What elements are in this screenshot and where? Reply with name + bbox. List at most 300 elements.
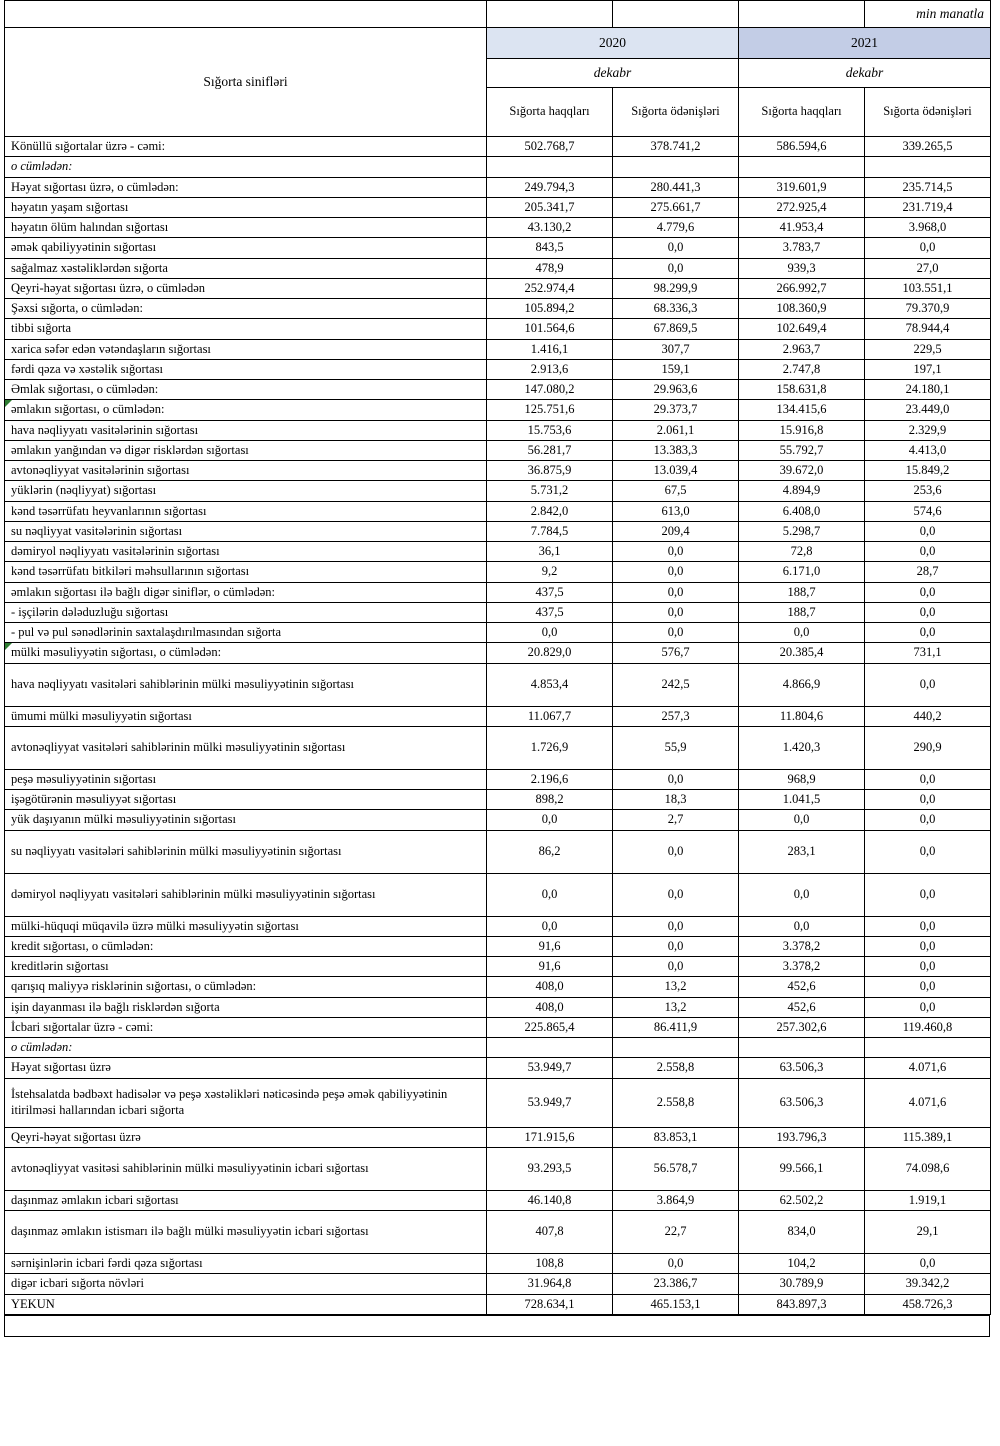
cell-payments-2020: 13.383,3 (613, 440, 739, 460)
cell-payments-2021: 119.460,8 (865, 1017, 991, 1037)
column-header-premiums-2021: Sığorta haqqları (739, 88, 865, 137)
cell-payments-2020: 613,0 (613, 501, 739, 521)
cell-premiums-2020: 2.842,0 (487, 501, 613, 521)
cell-payments-2021: 78.944,4 (865, 319, 991, 339)
cell-premiums-2021: 452,6 (739, 997, 865, 1017)
cell-payments-2021: 231.719,4 (865, 197, 991, 217)
cell-premiums-2021: 0,0 (739, 916, 865, 936)
row-label: hava nəqliyyatı vasitələri sahiblərinin mülki məsuliyyətinin sığortası (5, 663, 487, 706)
cell-payments-2020: 13,2 (613, 997, 739, 1017)
insurance-statistics-table (4, 0, 991, 1315)
bottom-spacer-cell (5, 1315, 990, 1336)
cell-payments-2020: 18,3 (613, 790, 739, 810)
cell-payments-2020: 2.061,1 (613, 420, 739, 440)
cell-payments-2020: 68.336,3 (613, 299, 739, 319)
cell-premiums-2021: 257.302,6 (739, 1017, 865, 1037)
cell-payments-2020: 307,7 (613, 339, 739, 359)
cell-premiums-2021: 968,9 (739, 769, 865, 789)
cell-premiums-2020: 478,9 (487, 258, 613, 278)
cell-premiums-2020: 0,0 (487, 623, 613, 643)
row-label: yüklərin (nəqliyyat) sığortası (5, 481, 487, 501)
row-label: həyatın ölüm halından sığortası (5, 218, 487, 238)
table-row (5, 790, 991, 810)
cell-payments-2021: 0,0 (865, 936, 991, 956)
cell-payments-2021: 0,0 (865, 521, 991, 541)
cell-premiums-2020: 0,0 (487, 873, 613, 916)
cell-payments-2020: 576,7 (613, 643, 739, 663)
table-row (5, 501, 991, 521)
cell-premiums-2021: 63.506,3 (739, 1058, 865, 1078)
row-label: İstehsalatda bədbəxt hadisələr və peşə xəstəlikləri nəticəsində peşə əmək qabiliyyətinin itirilməsi hallarından icbari sığorta (5, 1078, 487, 1127)
column-header-payments-2021: Sığorta ödənişləri (865, 88, 991, 137)
cell-payments-2020: 0,0 (613, 562, 739, 582)
row-label: tibbi sığorta (5, 319, 487, 339)
row-label: ümumi mülki məsuliyyətin sığortası (5, 706, 487, 726)
row-label: dəmiryol nəqliyyatı vasitələri sahiblərinin mülki məsuliyyətinin sığortası (5, 873, 487, 916)
cell-premiums-2020: 252.974,4 (487, 278, 613, 298)
table-row (5, 177, 991, 197)
table-row (5, 582, 991, 602)
table-bottom-spacer (4, 1315, 990, 1337)
row-label: dəmiryol nəqliyyatı vasitələrinin sığortası (5, 542, 487, 562)
year-header-row (5, 28, 991, 59)
row-label: o cümlədən: (5, 157, 487, 177)
cell-payments-2020: 242,5 (613, 663, 739, 706)
cell-premiums-2021: 939,3 (739, 258, 865, 278)
table-row (5, 643, 991, 663)
cell-payments-2020: 0,0 (613, 957, 739, 977)
cell-premiums-2020: 31.964,8 (487, 1274, 613, 1294)
cell-premiums-2021: 586.594,6 (739, 137, 865, 157)
cell-premiums-2020 (487, 157, 613, 177)
cell-premiums-2020: 56.281,7 (487, 440, 613, 460)
cell-payments-2021 (865, 1038, 991, 1058)
cell-payments-2021: 458.726,3 (865, 1294, 991, 1314)
cell-premiums-2020: 0,0 (487, 810, 613, 830)
cell-premiums-2020: 7.784,5 (487, 521, 613, 541)
table-row (5, 1147, 991, 1190)
cell-premiums-2020: 5.731,2 (487, 481, 613, 501)
cell-payments-2020: 29.373,7 (613, 400, 739, 420)
table-row (5, 137, 991, 157)
cell-premiums-2020: 502.768,7 (487, 137, 613, 157)
cell-payments-2020: 0,0 (613, 623, 739, 643)
cell-premiums-2021: 452,6 (739, 977, 865, 997)
cell-premiums-2020: 1.416,1 (487, 339, 613, 359)
cell-premiums-2021: 0,0 (739, 623, 865, 643)
cell-premiums-2020: 91,6 (487, 936, 613, 956)
cell-payments-2021: 0,0 (865, 602, 991, 622)
table-row (5, 1211, 991, 1254)
cell-premiums-2021: 3.783,7 (739, 238, 865, 258)
cell-premiums-2021: 0,0 (739, 810, 865, 830)
cell-premiums-2021: 11.804,6 (739, 706, 865, 726)
unit-row (5, 1, 991, 28)
row-label: peşə məsuliyyətinin sığortası (5, 769, 487, 789)
cell-premiums-2020: 53.949,7 (487, 1078, 613, 1127)
cell-premiums-2020: 20.829,0 (487, 643, 613, 663)
unit-row-gap-1 (487, 1, 613, 28)
table-row (5, 602, 991, 622)
cell-premiums-2020: 4.853,4 (487, 663, 613, 706)
cell-premiums-2020: 36,1 (487, 542, 613, 562)
row-label: əmək qabiliyyətinin sığortası (5, 238, 487, 258)
cell-payments-2020: 56.578,7 (613, 1147, 739, 1190)
table-row (5, 810, 991, 830)
table-row (5, 461, 991, 481)
row-label: avtonəqliyyat vasitəsi sahiblərinin mülki məsuliyyətinin icbari sığortası (5, 1147, 487, 1190)
table-row (5, 562, 991, 582)
cell-payments-2021: 290,9 (865, 726, 991, 769)
row-label: - işçilərin dələduzluğu sığortası (5, 602, 487, 622)
cell-payments-2020: 378.741,2 (613, 137, 739, 157)
cell-payments-2020: 209,4 (613, 521, 739, 541)
cell-premiums-2020: 86,2 (487, 830, 613, 873)
cell-payments-2020: 4.779,6 (613, 218, 739, 238)
table-row (5, 400, 991, 420)
cell-premiums-2021: 158.631,8 (739, 380, 865, 400)
cell-payments-2021: 0,0 (865, 997, 991, 1017)
cell-payments-2021: 23.449,0 (865, 400, 991, 420)
cell-premiums-2020: 105.894,2 (487, 299, 613, 319)
cell-premiums-2021: 63.506,3 (739, 1078, 865, 1127)
cell-payments-2020: 22,7 (613, 1211, 739, 1254)
table-row (5, 481, 991, 501)
cell-premiums-2020: 0,0 (487, 916, 613, 936)
cell-payments-2021: 0,0 (865, 769, 991, 789)
cell-payments-2020: 0,0 (613, 542, 739, 562)
cell-premiums-2021: 62.502,2 (739, 1190, 865, 1210)
table-row (5, 380, 991, 400)
table-row (5, 521, 991, 541)
cell-premiums-2021: 4.894,9 (739, 481, 865, 501)
cell-premiums-2020: 225.865,4 (487, 1017, 613, 1037)
cell-payments-2021: 4.071,6 (865, 1078, 991, 1127)
row-label: işəgötürənin məsuliyyət sığortası (5, 790, 487, 810)
cell-payments-2020: 13.039,4 (613, 461, 739, 481)
row-label: fərdi qəza və xəstəlik sığortası (5, 359, 487, 379)
cell-premiums-2020: 53.949,7 (487, 1058, 613, 1078)
table-row (5, 726, 991, 769)
cell-premiums-2021: 1.041,5 (739, 790, 865, 810)
column-header-premiums-2020: Sığorta haqqları (487, 88, 613, 137)
row-label: mülki-hüquqi müqavilə üzrə mülki məsuliyyətin sığortası (5, 916, 487, 936)
cell-payments-2021: 4.413,0 (865, 440, 991, 460)
unit-row-spacer (5, 1, 487, 28)
cell-payments-2021: 2.329,9 (865, 420, 991, 440)
cell-premiums-2021: 283,1 (739, 830, 865, 873)
cell-payments-2021: 0,0 (865, 957, 991, 977)
cell-premiums-2021: 6.408,0 (739, 501, 865, 521)
cell-payments-2021: 0,0 (865, 790, 991, 810)
cell-premiums-2020: 108,8 (487, 1254, 613, 1274)
row-label: əmlakın yanğından və digər risklərdən sığortası (5, 440, 487, 460)
cell-payments-2020: 0,0 (613, 936, 739, 956)
table-row (5, 1078, 991, 1127)
cell-premiums-2021: 0,0 (739, 873, 865, 916)
cell-payments-2021: 731,1 (865, 643, 991, 663)
table-row (5, 977, 991, 997)
cell-payments-2020: 13,2 (613, 977, 739, 997)
cell-payments-2020: 55,9 (613, 726, 739, 769)
cell-payments-2020: 2.558,8 (613, 1078, 739, 1127)
table-row (5, 706, 991, 726)
cell-premiums-2021: 30.789,9 (739, 1274, 865, 1294)
cell-payments-2020: 0,0 (613, 238, 739, 258)
row-label: o cümlədən: (5, 1038, 487, 1058)
cell-payments-2020: 98.299,9 (613, 278, 739, 298)
row-label: Qeyri-həyat sığortası üzrə (5, 1127, 487, 1147)
row-label: işin dayanması ilə bağlı risklərdən sığorta (5, 997, 487, 1017)
table-header (5, 1, 991, 137)
cell-payments-2021: 339.265,5 (865, 137, 991, 157)
row-label: həyatın yaşam sığortası (5, 197, 487, 217)
cell-premiums-2021: 843.897,3 (739, 1294, 865, 1314)
cell-payments-2020: 67,5 (613, 481, 739, 501)
table-row (5, 830, 991, 873)
table-row (5, 278, 991, 298)
cell-premiums-2020: 11.067,7 (487, 706, 613, 726)
cell-premiums-2020: 205.341,7 (487, 197, 613, 217)
cell-premiums-2021: 2.963,7 (739, 339, 865, 359)
cell-payments-2021: 0,0 (865, 623, 991, 643)
cell-payments-2021: 115.389,1 (865, 1127, 991, 1147)
row-label: daşınmaz əmlakın istismarı ilə bağlı mülki məsuliyyətin icbari sığortası (5, 1211, 487, 1254)
cell-payments-2021: 0,0 (865, 977, 991, 997)
cell-payments-2021: 103.551,1 (865, 278, 991, 298)
cell-payments-2020: 83.853,1 (613, 1127, 739, 1147)
cell-payments-2021: 79.370,9 (865, 299, 991, 319)
cell-payments-2021: 39.342,2 (865, 1274, 991, 1294)
cell-premiums-2020: 843,5 (487, 238, 613, 258)
table-row (5, 218, 991, 238)
cell-premiums-2020: 1.726,9 (487, 726, 613, 769)
cell-premiums-2021: 266.992,7 (739, 278, 865, 298)
cell-premiums-2021: 72,8 (739, 542, 865, 562)
row-label: mülki məsuliyyətin sığortası, o cümlədən: (5, 643, 487, 663)
row-label: YEKUN (5, 1294, 487, 1314)
row-label: sərnişinlərin icbari fərdi qəza sığortası (5, 1254, 487, 1274)
cell-payments-2021: 235.714,5 (865, 177, 991, 197)
cell-premiums-2021: 272.925,4 (739, 197, 865, 217)
table-row (5, 916, 991, 936)
cell-premiums-2021: 319.601,9 (739, 177, 865, 197)
cell-payments-2021: 24.180,1 (865, 380, 991, 400)
cell-payments-2020: 2,7 (613, 810, 739, 830)
table-row (5, 769, 991, 789)
cell-payments-2020: 159,1 (613, 359, 739, 379)
cell-premiums-2020: 93.293,5 (487, 1147, 613, 1190)
cell-payments-2020: 0,0 (613, 582, 739, 602)
cell-premiums-2020: 46.140,8 (487, 1190, 613, 1210)
cell-premiums-2020: 408,0 (487, 977, 613, 997)
cell-premiums-2021: 99.566,1 (739, 1147, 865, 1190)
cell-premiums-2021: 108.360,9 (739, 299, 865, 319)
cell-premiums-2021: 15.916,8 (739, 420, 865, 440)
row-label: su nəqliyyat vasitələrinin sığortası (5, 521, 487, 541)
cell-premiums-2021: 104,2 (739, 1254, 865, 1274)
table-row (5, 1254, 991, 1274)
cell-premiums-2020: 407,8 (487, 1211, 613, 1254)
cell-payments-2021: 229,5 (865, 339, 991, 359)
cell-payments-2021: 0,0 (865, 916, 991, 936)
row-label: kredit sığortası, o cümlədən: (5, 936, 487, 956)
cell-payments-2020: 0,0 (613, 873, 739, 916)
table-row (5, 623, 991, 643)
month-2021-header: dekabr (739, 59, 991, 88)
table-row (5, 1294, 991, 1314)
cell-payments-2020: 0,0 (613, 258, 739, 278)
row-label: əmlakın sığortası ilə bağlı digər siniflər, o cümlədən: (5, 582, 487, 602)
cell-premiums-2021: 2.747,8 (739, 359, 865, 379)
table-row (5, 997, 991, 1017)
table-row (5, 258, 991, 278)
cell-premiums-2020: 101.564,6 (487, 319, 613, 339)
row-label: kənd təsərrüfatı bitkiləri məhsullarının sığortası (5, 562, 487, 582)
cell-premiums-2020: 408,0 (487, 997, 613, 1017)
table-row (5, 1274, 991, 1294)
cell-payments-2020: 0,0 (613, 830, 739, 873)
cell-premiums-2021: 6.171,0 (739, 562, 865, 582)
cell-payments-2021: 0,0 (865, 238, 991, 258)
row-label: digər icbari sığorta növləri (5, 1274, 487, 1294)
year-2020-header: 2020 (487, 28, 739, 59)
cell-payments-2020: 275.661,7 (613, 197, 739, 217)
cell-premiums-2020: 898,2 (487, 790, 613, 810)
cell-payments-2021: 28,7 (865, 562, 991, 582)
row-label: Qeyri-həyat sığortası üzrə, o cümlədən (5, 278, 487, 298)
table-row (5, 339, 991, 359)
cell-payments-2020: 465.153,1 (613, 1294, 739, 1314)
row-label: daşınmaz əmlakın icbari sığortası (5, 1190, 487, 1210)
unit-label: min manatla (865, 1, 991, 28)
table-row (5, 440, 991, 460)
row-label: su nəqliyyatı vasitələri sahiblərinin mülki məsuliyyətinin sığortası (5, 830, 487, 873)
cell-premiums-2020: 728.634,1 (487, 1294, 613, 1314)
cell-premiums-2021: 188,7 (739, 602, 865, 622)
year-2021-header: 2021 (739, 28, 991, 59)
row-label: Şəxsi sığorta, o cümlədən: (5, 299, 487, 319)
cell-payments-2021: 0,0 (865, 663, 991, 706)
cell-premiums-2020: 15.753,6 (487, 420, 613, 440)
cell-payments-2020: 0,0 (613, 769, 739, 789)
row-label: - pul və pul sənədlərinin saxtalaşdırılmasından sığorta (5, 623, 487, 643)
cell-premiums-2021 (739, 1038, 865, 1058)
cell-payments-2021: 197,1 (865, 359, 991, 379)
cell-payments-2020: 67.869,5 (613, 319, 739, 339)
cell-premiums-2021: 5.298,7 (739, 521, 865, 541)
cell-premiums-2021: 3.378,2 (739, 957, 865, 977)
table-row (5, 873, 991, 916)
cell-premiums-2020: 437,5 (487, 602, 613, 622)
table-body (5, 137, 991, 1315)
table-row (5, 238, 991, 258)
cell-premiums-2020: 91,6 (487, 957, 613, 977)
row-label: qarışıq maliyyə risklərinin sığortası, o cümlədən: (5, 977, 487, 997)
row-label: avtonəqliyyat vasitələri sahiblərinin mülki məsuliyyətinin sığortası (5, 726, 487, 769)
month-2020-header: dekabr (487, 59, 739, 88)
row-label: hava nəqliyyatı vasitələrinin sığortası (5, 420, 487, 440)
cell-payments-2020: 0,0 (613, 602, 739, 622)
cell-premiums-2021: 20.385,4 (739, 643, 865, 663)
cell-payments-2021: 74.098,6 (865, 1147, 991, 1190)
row-label: kreditlərin sığortası (5, 957, 487, 977)
row-label: Könüllü sığortalar üzrə - cəmi: (5, 137, 487, 157)
cell-premiums-2020: 36.875,9 (487, 461, 613, 481)
cell-payments-2020 (613, 157, 739, 177)
cell-payments-2020: 2.558,8 (613, 1058, 739, 1078)
cell-premiums-2021 (739, 157, 865, 177)
row-label: Həyat sığortası üzrə, o cümlədən: (5, 177, 487, 197)
cell-premiums-2020: 2.913,6 (487, 359, 613, 379)
cell-payments-2021: 0,0 (865, 582, 991, 602)
cell-premiums-2020: 147.080,2 (487, 380, 613, 400)
cell-payments-2021: 440,2 (865, 706, 991, 726)
cell-premiums-2020: 2.196,6 (487, 769, 613, 789)
cell-premiums-2021: 188,7 (739, 582, 865, 602)
cell-payments-2020: 3.864,9 (613, 1190, 739, 1210)
table-row (5, 1190, 991, 1210)
cell-payments-2020: 0,0 (613, 916, 739, 936)
cell-premiums-2021: 834,0 (739, 1211, 865, 1254)
cell-premiums-2021: 3.378,2 (739, 936, 865, 956)
cell-payments-2020: 257,3 (613, 706, 739, 726)
table-row (5, 663, 991, 706)
table-row (5, 1038, 991, 1058)
unit-row-gap-3 (739, 1, 865, 28)
row-header-label: Sığorta sinifləri (5, 28, 487, 137)
cell-payments-2021: 0,0 (865, 1254, 991, 1274)
cell-premiums-2020 (487, 1038, 613, 1058)
cell-premiums-2021: 55.792,7 (739, 440, 865, 460)
cell-premiums-2021: 4.866,9 (739, 663, 865, 706)
table-row (5, 1058, 991, 1078)
table-row (5, 936, 991, 956)
cell-premiums-2021: 1.420,3 (739, 726, 865, 769)
cell-payments-2020: 23.386,7 (613, 1274, 739, 1294)
cell-payments-2021: 27,0 (865, 258, 991, 278)
row-label: sağalmaz xəstəliklərdən sığorta (5, 258, 487, 278)
table-row (5, 1127, 991, 1147)
cell-payments-2020: 29.963,6 (613, 380, 739, 400)
cell-payments-2020: 0,0 (613, 1254, 739, 1274)
row-label: kənd təsərrüfatı heyvanlarının sığortası (5, 501, 487, 521)
cell-premiums-2021: 41.953,4 (739, 218, 865, 238)
table-row (5, 299, 991, 319)
table-row (5, 957, 991, 977)
cell-premiums-2021: 102.649,4 (739, 319, 865, 339)
table-row (5, 420, 991, 440)
cell-payments-2021: 1.919,1 (865, 1190, 991, 1210)
table-row (5, 157, 991, 177)
cell-premiums-2021: 134.415,6 (739, 400, 865, 420)
row-label: əmlakın sığortası, o cümlədən: (5, 400, 487, 420)
table-row (5, 1017, 991, 1037)
cell-payments-2021: 574,6 (865, 501, 991, 521)
cell-premiums-2020: 437,5 (487, 582, 613, 602)
cell-premiums-2020: 249.794,3 (487, 177, 613, 197)
row-label: Əmlak sığortası, o cümlədən: (5, 380, 487, 400)
row-label: yük daşıyanın mülki məsuliyyətinin sığortası (5, 810, 487, 830)
cell-premiums-2020: 9,2 (487, 562, 613, 582)
table-row (5, 319, 991, 339)
row-label: xarica səfər edən vətəndaşların sığortası (5, 339, 487, 359)
cell-payments-2020: 86.411,9 (613, 1017, 739, 1037)
table-row (5, 197, 991, 217)
cell-payments-2020 (613, 1038, 739, 1058)
cell-premiums-2021: 39.672,0 (739, 461, 865, 481)
cell-premiums-2020: 125.751,6 (487, 400, 613, 420)
